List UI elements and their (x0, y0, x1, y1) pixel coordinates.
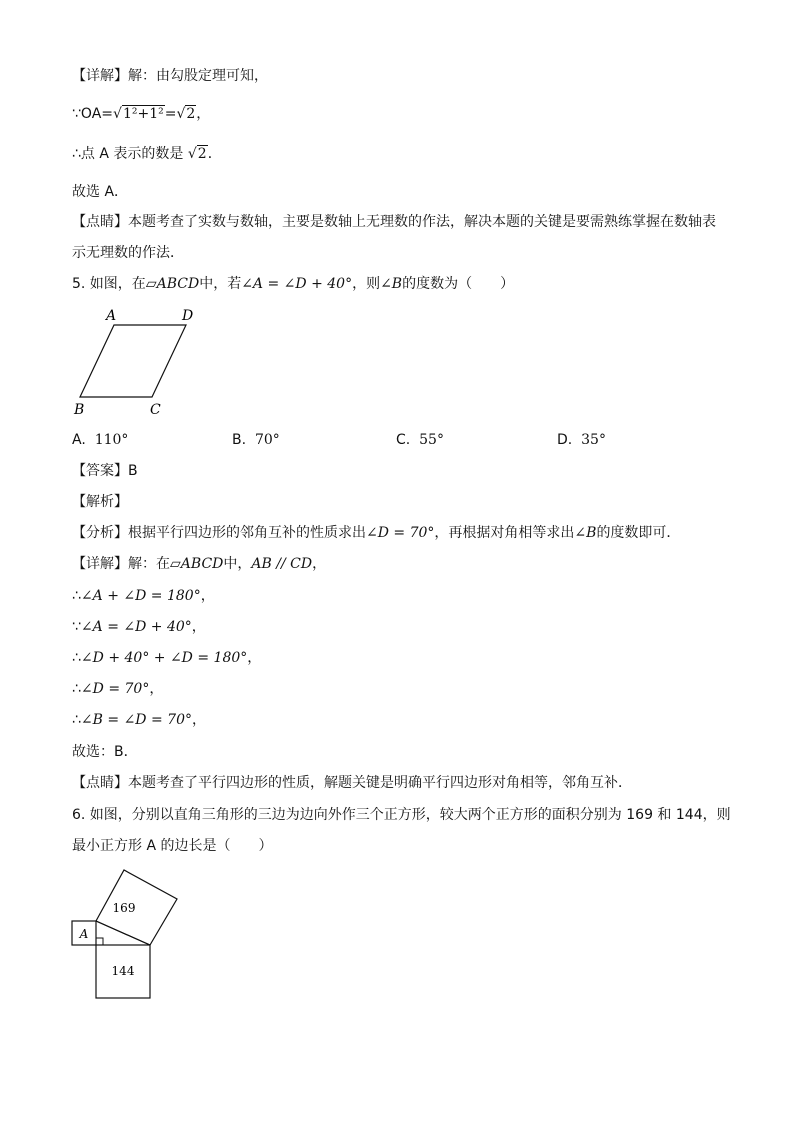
q4-therefore-line: ∴点 A 表示的数是 √2． (72, 146, 222, 162)
option-b[interactable]: B. 70° (232, 432, 280, 448)
q5-step-4: ∴∠D = 70°， (72, 681, 164, 697)
q5-stem: 5. 如图，在▱ABCD中，若∠A = ∠D + 40°，则∠B的度数为（ ） (72, 276, 515, 292)
parallelogram-symbol: ▱ (145, 276, 157, 292)
comment-tag: 【点睛】 (72, 214, 128, 230)
therefore-text: ∴点 A 表示的数是 (72, 146, 184, 162)
label-a: A (106, 308, 117, 324)
answer-value: B (128, 463, 138, 479)
q6-stem-line2: 最小正方形 A 的边长是（ ） (72, 838, 273, 854)
because-symbol: ∵ (72, 106, 81, 122)
parallelogram-figure (70, 302, 210, 422)
q4-oa-line: ∵OA=√1²+1²=√2， (72, 106, 211, 122)
q4-comment-line2: 示无理数的作法． (72, 245, 184, 261)
sqrt-expression: √1²+1² (113, 106, 164, 122)
q5-step-3: ∴∠D + 40° + ∠D = 180°， (72, 650, 262, 666)
label-144: 144 (111, 964, 135, 978)
q5-answer-line (72, 461, 138, 481)
label-c: C (150, 402, 161, 418)
squares-figure (68, 866, 184, 1002)
right-angle-mark (96, 938, 103, 945)
q5-step-5: ∴∠B = ∠D = 70°， (72, 712, 206, 728)
q5-analysis-tag: 【解析】 (72, 494, 128, 510)
detail-tag: 【详解】 (72, 68, 128, 84)
q5-step-1: ∴∠A + ∠D = 180°， (72, 588, 215, 604)
option-a[interactable]: A. 110° (72, 432, 129, 448)
detail-text: 解：由勾股定理可知， (128, 68, 268, 84)
equals-sign: = (164, 106, 177, 122)
label-d: D (182, 308, 194, 324)
q4-detail-line (72, 66, 268, 86)
sqrt-two-answer: √2 (187, 146, 207, 162)
q4-choose: 故选 A． (72, 184, 129, 200)
option-d[interactable]: D. 35° (557, 432, 606, 448)
q5-comment-line: 【点睛】本题考查了平行四边形的性质，解题关键是明确平行四边形对角相等，邻角互补． (72, 775, 632, 791)
label-b: B (74, 402, 85, 418)
answer-tag: 【答案】 (72, 463, 128, 479)
q5-step-2: ∵∠A = ∠D + 40°， (72, 619, 206, 635)
q5-analysis-line: 【分析】根据平行四边形的邻角互补的性质求出∠D = 70°，再根据对角相等求出∠B的度数即可． (72, 525, 681, 541)
q6-stem-line1: 6. 如图，分别以直角三角形的三边为边向外作三个正方形，较大两个正方形的面积分别为 169 和 144，则 (72, 807, 731, 823)
q4-comment-line1: 【点睛】本题考查了实数与数轴，主要是数轴上无理数的作法，解决本题的关键是要需熟练掌握在数轴表 (72, 214, 716, 230)
parallelogram-shape (80, 325, 186, 397)
oa-label: OA= (80, 106, 114, 122)
label-169: 169 (112, 901, 136, 915)
q5-detail-line: 【详解】解：在▱ABCD中，AB // CD， (72, 556, 327, 572)
sqrt-two: √2 (176, 106, 196, 122)
triangle-hypotenuse (96, 921, 150, 945)
q5-condition: ∠A = ∠D + 40° (241, 276, 353, 292)
square-169 (96, 870, 177, 945)
option-c[interactable]: C. 55° (396, 432, 444, 448)
q5-choose: 故选：B． (72, 744, 138, 760)
oa-radicand: 1²+1² (122, 106, 164, 122)
label-a-square: A (79, 927, 89, 941)
